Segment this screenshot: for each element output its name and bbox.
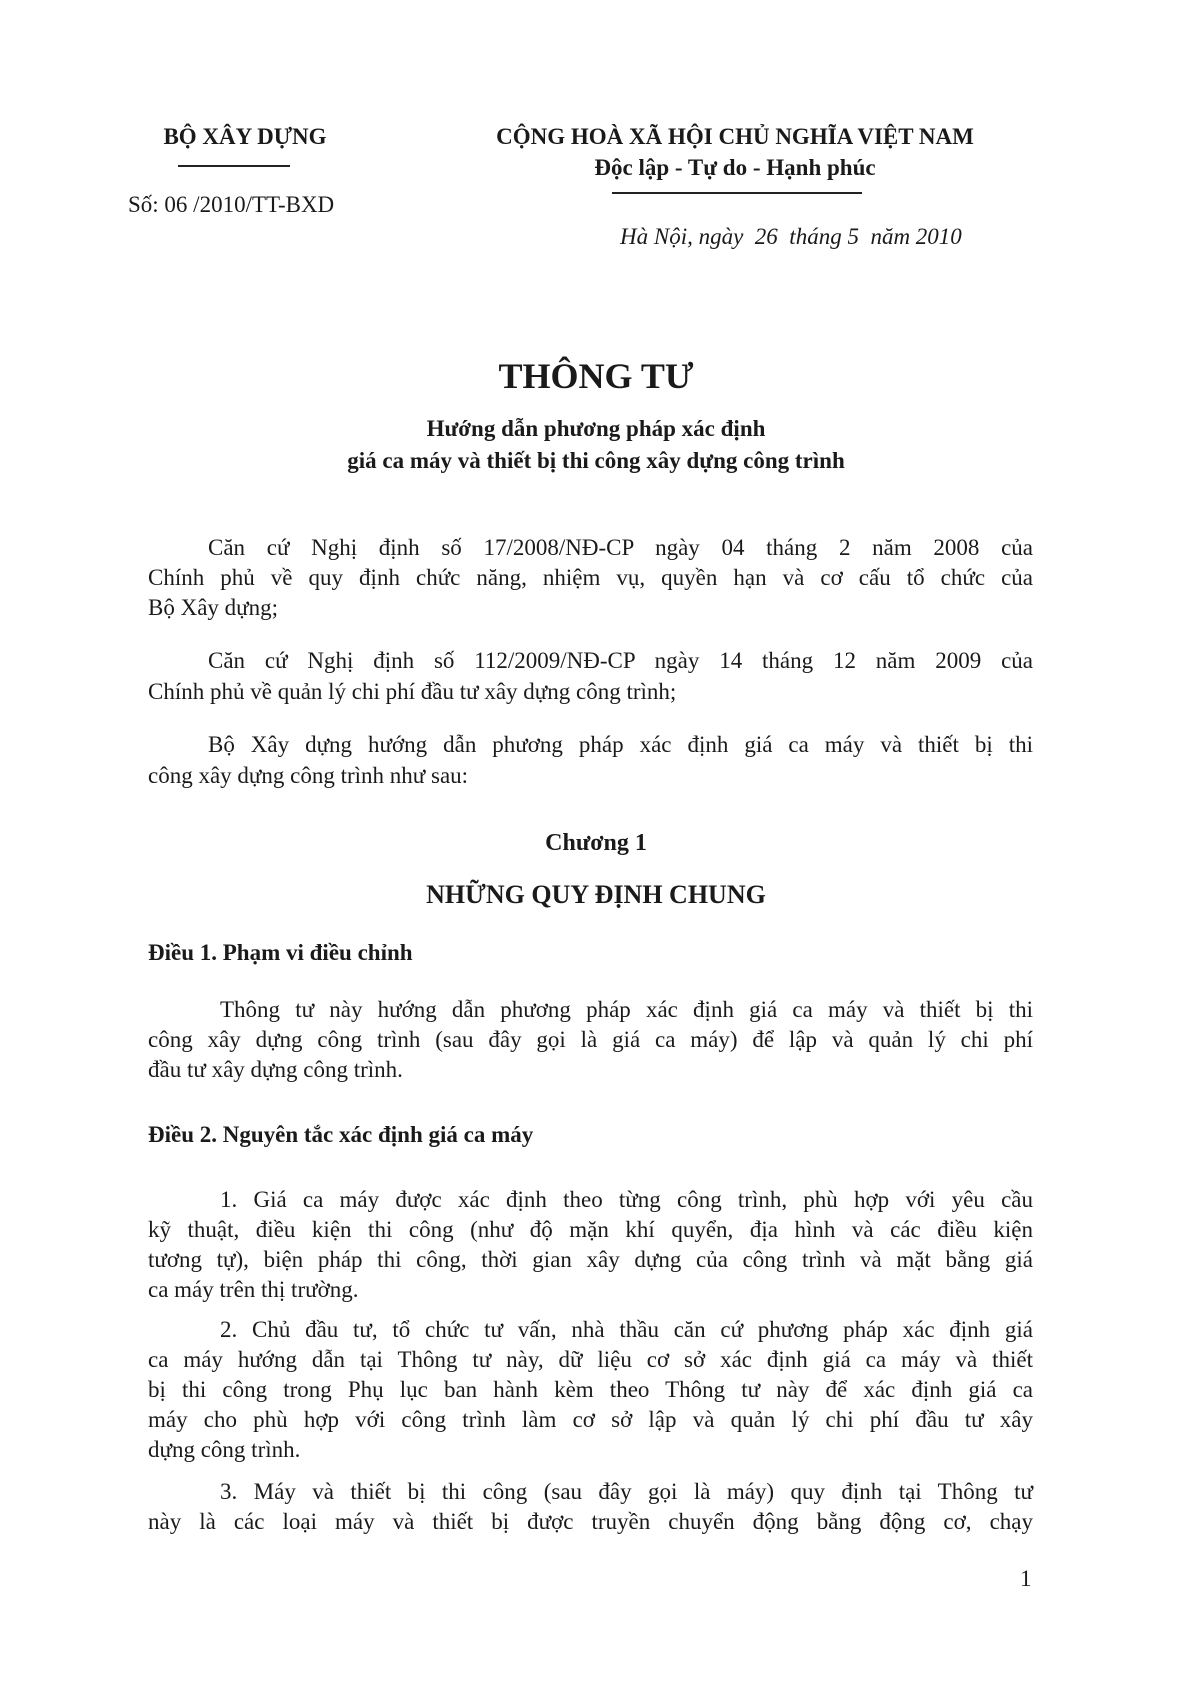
article-1-line: đầu tư xây dựng công trình. xyxy=(148,1057,403,1082)
subtitle-line: giá ca máy và thiết bị thi công xây dựng công trình xyxy=(347,448,845,473)
article-1-line: công xây dựng công trình (sau đây gọi là giá ca máy) để lập và quản lý chi phí xyxy=(148,1027,1033,1052)
preamble-line: Chính phủ về quy định chức năng, nhiệm vụ, quyền hạn và cơ cấu tổ chức của xyxy=(148,565,1033,590)
subtitle-line: Hướng dẫn phương pháp xác định xyxy=(426,416,766,441)
motto-underline xyxy=(612,192,862,194)
place-date: Hà Nội, ngày 26 tháng 5 năm 2010 xyxy=(620,224,962,249)
preamble-line: Bộ Xây dựng hướng dẫn phương pháp xác định giá ca máy và thiết bị thi xyxy=(208,732,1033,757)
article-2-line: ca máy trên thị trường. xyxy=(148,1277,359,1302)
preamble-line: Căn cứ Nghị định số 17/2008/NĐ-CP ngày 04 tháng 2 năm 2008 của xyxy=(208,535,1033,560)
article-2-heading: Điều 2. Nguyên tắc xác định giá ca máy xyxy=(148,1122,534,1147)
preamble-line: Chính phủ về quản lý chi phí đầu tư xây dựng công trình; xyxy=(148,679,677,704)
article-2-line: 1. Giá ca máy được xác định theo từng công trình, phù hợp với yêu cầu xyxy=(220,1187,1033,1212)
document-title: THÔNG TƯ xyxy=(498,356,694,396)
article-2-line: 2. Chủ đầu tư, tổ chức tư vấn, nhà thầu căn cứ phương pháp xác định giá xyxy=(220,1317,1033,1342)
article-2-line: này là các loại máy và thiết bị được truyền chuyển động bằng động cơ, chạy xyxy=(148,1509,1033,1534)
article-2-line: tương tự), biện pháp thi công, thời gian xây dựng của công trình và mặt bằng giá xyxy=(148,1247,1033,1272)
article-2-line: ca máy hướng dẫn tại Thông tư này, dữ liệu cơ sở xác định giá ca máy và thiết xyxy=(148,1347,1033,1372)
ministry-underline xyxy=(178,165,290,167)
article-2-line: dựng công trình. xyxy=(148,1437,301,1462)
page-number: 1 xyxy=(1020,1566,1032,1591)
preamble-line: Bộ Xây dựng; xyxy=(148,595,279,620)
preamble-line: công xây dựng công trình như sau: xyxy=(148,763,469,788)
preamble-line: Căn cứ Nghị định số 112/2009/NĐ-CP ngày 14 tháng 12 năm 2009 của xyxy=(208,648,1033,673)
article-1-heading: Điều 1. Phạm vi điều chỉnh xyxy=(148,940,413,965)
article-2-line: máy cho phù hợp với công trình làm cơ sở lập và quản lý chi phí đầu tư xây xyxy=(148,1407,1033,1432)
article-2-line: kỹ thuật, điều kiện thi công (như độ mặn khí quyển, địa hình và các điều kiện xyxy=(148,1217,1033,1242)
ministry-name: BỘ XÂY DỰNG xyxy=(163,124,327,149)
article-2-line: bị thi công trong Phụ lục ban hành kèm theo Thông tư này để xác định giá ca xyxy=(148,1377,1033,1402)
article-1-line: Thông tư này hướng dẫn phương pháp xác định giá ca máy và thiết bị thi xyxy=(220,997,1033,1022)
document-number: Số: 06 /2010/TT-BXD xyxy=(128,192,335,217)
country-name: CỘNG HOÀ XÃ HỘI CHỦ NGHĨA VIỆT NAM xyxy=(496,124,974,149)
chapter-number: Chương 1 xyxy=(545,830,647,856)
article-2-line: 3. Máy và thiết bị thi công (sau đây gọi là máy) quy định tại Thông tư xyxy=(220,1479,1033,1504)
chapter-title: NHỮNG QUY ĐỊNH CHUNG xyxy=(426,880,766,909)
national-motto: Độc lập - Tự do - Hạnh phúc xyxy=(594,155,876,180)
